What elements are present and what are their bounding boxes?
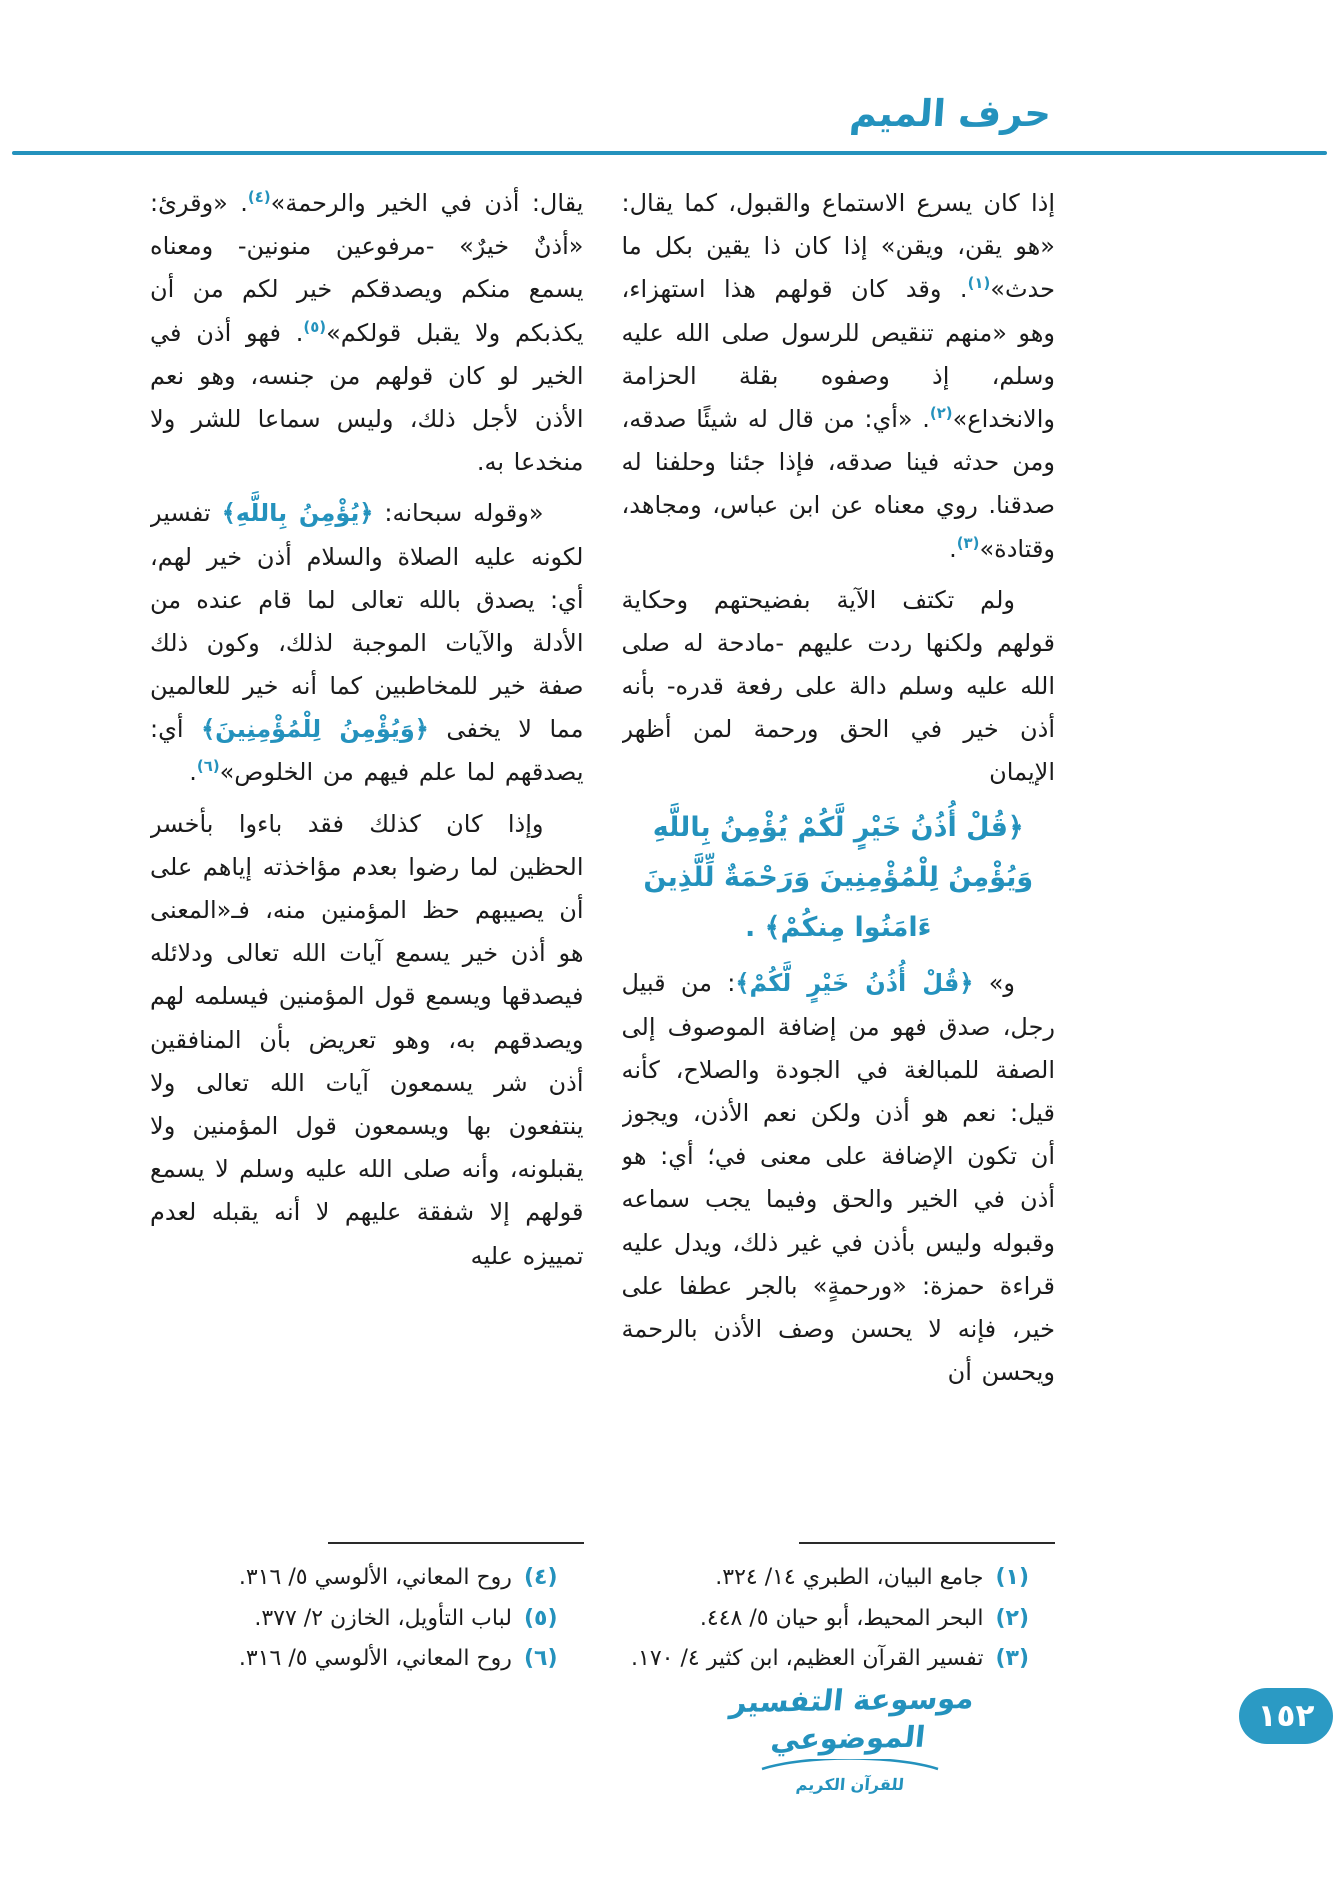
- footnote-item: [622, 1599, 1056, 1640]
- footnotes: [150, 1542, 1055, 1680]
- column-left: [150, 182, 584, 1530]
- text-run: إذا كان يسرع الاستماع والقبول، كما يقال: «هو يقن، ويقن» إذا كان ذا يقين بكل ما حدث»: [621, 189, 1055, 304]
- paragraph: [150, 182, 584, 484]
- footnote-divider: [799, 1542, 1055, 1544]
- text-run: .: [745, 911, 765, 943]
- footnote-ref: (٣): [956, 533, 980, 552]
- footnote-item: [622, 1558, 1056, 1599]
- footnote-text: جامع البيان، الطبري ١٤/ ٣٢٤.: [715, 1565, 984, 1590]
- footnote-number: (١): [995, 1565, 1029, 1590]
- text-run: و»: [973, 969, 1015, 998]
- footnotes-right: [622, 1542, 1056, 1680]
- text-run: أي: يصدقهم لما علم فيهم من الخلوص»: [150, 715, 584, 787]
- footnote-number: (٥): [523, 1605, 558, 1631]
- quran-quote: ﴿قُلْ أُذُنُ خَيْرٍ لَّكُمْ يُؤْمِنُ بِاللَّهِ وَيُؤْمِنُ لِلْمُؤْمِنِينَ وَرَحْمَةٌ لِّلَّذِينَ ءَامَنُوا مِنكُمْ﴾: [643, 811, 1034, 943]
- text-run: . «وقرئ: «أذنٌ خيرٌ» -مرفوعين منونين- ومعناه يسمع منكم ويصدقكم خير لكم من أن يكذبكم ولا يقبل قولكم»: [150, 189, 584, 347]
- quran-quote: ﴿وَيُؤْمِنُ لِلْمُؤْمِنِينَ﴾: [201, 715, 429, 744]
- text-run: وإذا كان كذلك فقد باءوا بأخسر الحظين لما رضوا بعدم مؤاخذته إياهم على أن يصيبهم حظ المؤمنين منه، فـ«المعنى هو أذن خير يسمع آيات الله تعالى ودلائله فيصدقها ويسمع قول المؤمنين فيسلمه لهم ويصدقهم به، وهو تعريض بأن المنافقين أذن شر يسمعون آيات الله تعالى ولا ينتفعون بها ويسمعون قول المؤمنين ولا يقبلونه، وأنه صلى الله عليه وسلم لا يسمع قولهم إلا شفقة عليهم لا أنه يقبله لعدم تمييزه عليه: [150, 809, 584, 1270]
- footnote-ref: (١): [967, 274, 991, 293]
- text-run: تفسير لكونه عليه الصلاة والسلام أذن خير لهم، أي: يصدق بالله تعالى لما قام عنده من الأدلة والآيات الموجبة لذلك، وكون ذلك صفة خير للمخاطبين كما أنه خير للعالمين مما لا يخفى: [150, 499, 584, 744]
- text-run: «وقوله سبحانه:: [373, 499, 544, 528]
- footnote-ref: (٢): [929, 403, 953, 422]
- column-right: [622, 182, 1056, 1530]
- footnote-number: (٦): [523, 1646, 558, 1672]
- footnote-item: [622, 1639, 1056, 1680]
- quran-verse-block: [622, 803, 1056, 953]
- text-run: .: [949, 534, 957, 563]
- footnote-text: روح المعاني، الألوسي ٥/ ٣١٦.: [238, 1565, 512, 1590]
- chapter-heading: حرف الميم: [848, 92, 1053, 135]
- footnote-ref: (٦): [196, 757, 220, 776]
- footnotes-left: [150, 1542, 584, 1680]
- header-divider: [12, 151, 1327, 155]
- footnote-item: [150, 1558, 584, 1599]
- page-number-badge: ١٥٢: [1239, 1688, 1333, 1744]
- text-columns: [150, 182, 1055, 1530]
- text-run: ولم تكتف الآية بفضيحتهم وحكاية قولهم ولكنها ردت عليهم -مادحة له صلى الله عليه وسلم دالة على رفعة قدره- بأنه أذن خير في الحق ورحمة لمن أظهر الإيمان: [621, 585, 1055, 787]
- text-run: . فهو أذن في الخير لو كان قولهم من جنسه، وهو نعم الأذن لأجل ذلك، وليس سماعا للشر ولا منخدعا به.: [150, 318, 584, 477]
- footnote-text: البحر المحيط، أبو حيان ٥/ ٤٤٨.: [699, 1605, 984, 1631]
- text-run: : من قبيل رجل، صدق فهو من إضافة الموصوف إلى الصفة للمبالغة في الجودة والصلاح، كأنه قيل: نعم هو أذن ولكن نعم الأذن، ويجوز أن تكون الإضافة على معنى في؛ أي: هو أذن في الخير والحق وفيما يجب سماعه وقبوله وليس بأذن في غير ذلك، ويدل عليه قراءة حمزة: «ورحمةٍ» بالجر عطفا على خير، فإنه لا يحسن وصف الأذن بالرحمة ويحسن أن: [621, 969, 1055, 1387]
- logo-subtitle: للقرآن الكريم: [795, 1775, 905, 1795]
- footnote-number: (٣): [995, 1646, 1029, 1672]
- footnote-text: تفسير القرآن العظيم، ابن كثير ٤/ ١٧٠.: [631, 1646, 984, 1672]
- logo-title: موسوعة التفسير الموضوعي: [728, 1680, 976, 1757]
- text-run: .: [189, 758, 197, 787]
- paragraph: [150, 803, 584, 1278]
- quran-quote: ﴿يُؤْمِنُ بِاللَّهِ﴾: [221, 499, 374, 528]
- footnote-text: لباب التأويل، الخازن ٢/ ٣٧٧.: [254, 1605, 512, 1631]
- footnote-number: (٤): [523, 1565, 558, 1590]
- paragraph: [622, 579, 1056, 795]
- footnote-ref: (٥): [303, 317, 327, 336]
- paragraph: [150, 492, 584, 794]
- text-run: . وقد كان قولهم هذا استهزاء، وهو «منهم تنقيص للرسول صلى الله عليه وسلم، إذ وصفوه بقلة الحزامة والانخداع»: [621, 275, 1055, 433]
- footnote-ref: (٤): [247, 188, 271, 206]
- text-run: يقال: أذن في الخير والرحمة»: [270, 189, 584, 217]
- paragraph: [622, 962, 1056, 1394]
- text-run: . «أي: من قال له شيئًا صدقه، ومن حدثه فينا صدقه، فإذا جئنا وحلفنا له صدقنا. روي معناه عن ابن عباس، ومجاهد، وقتادة»: [621, 404, 1055, 563]
- footnote-item: [150, 1599, 584, 1640]
- footnote-text: روح المعاني، الألوسي ٥/ ٣١٦.: [238, 1646, 512, 1672]
- logo-flourish-icon: [760, 1759, 940, 1773]
- footnote-item: [150, 1639, 584, 1680]
- footnote-number: (٢): [995, 1605, 1029, 1631]
- paragraph: [622, 182, 1056, 571]
- quran-quote: ﴿قُلْ أُذُنُ خَيْرٍ لَّكُمْ﴾: [735, 969, 974, 998]
- footnote-divider: [328, 1542, 584, 1544]
- publisher-logo: [700, 1682, 1000, 1794]
